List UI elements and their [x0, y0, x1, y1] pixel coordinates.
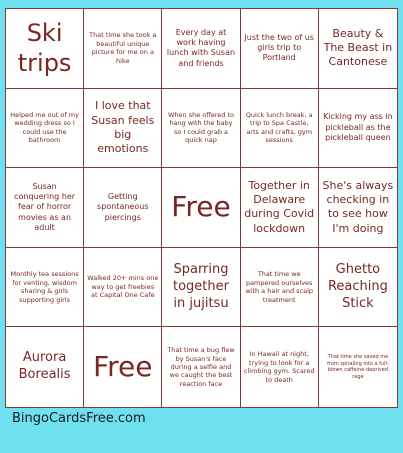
bingo-cell[interactable]: Monthly tea sessions for venting, wisdom sharing & girls supporting girls: [6, 248, 84, 328]
bingo-cell[interactable]: Walked 20+ mins one way to get freebies at Capital One Cafe: [84, 248, 162, 328]
bingo-cell[interactable]: That time a bug flew by Susan's face during a selfie and we caught the best reaction face: [162, 327, 240, 407]
bingo-board: [5, 8, 398, 408]
bingo-cell[interactable]: Susan conquering her fear of horror movies as an adult: [6, 168, 84, 248]
bingo-cell[interactable]: Ghetto Reaching Stick: [319, 248, 397, 328]
bingo-cell[interactable]: Helped me out of my wedding dress so I could use the bathroom: [6, 89, 84, 169]
free-space[interactable]: Free: [84, 327, 162, 407]
bingo-cell[interactable]: I love that Susan feels big emotions: [84, 89, 162, 169]
bingo-cell[interactable]: Quick lunch break, a trip to Spa Castle, arts and crafts, gym sessions: [241, 89, 319, 169]
bingo-cell[interactable]: When she offered to hang with the baby so I could grab a quick nap: [162, 89, 240, 169]
bingo-cell[interactable]: Ski trips: [6, 9, 84, 89]
bingo-cell[interactable]: That time we pampered ourselves with a hair and scalp treatment: [241, 248, 319, 328]
bingo-cell[interactable]: She's always checking in to see how I'm doing: [319, 168, 397, 248]
bingo-cell[interactable]: That time she saved me from spiraling into a full-blown caffeine-deprived rage: [327, 354, 389, 380]
site-footer-brand: BingoCardsFree.com: [12, 411, 146, 426]
bingo-cell[interactable]: Sparring together in jujitsu: [162, 248, 240, 328]
bingo-cell[interactable]: That time she took a beautiful unique picture for me on a hike: [84, 9, 162, 89]
bingo-cell[interactable]: Aurora Borealis: [6, 327, 84, 407]
bingo-cell[interactable]: Getting spontaneous piercings: [84, 168, 162, 248]
free-space[interactable]: Free: [162, 168, 240, 248]
bingo-cell[interactable]: Just the two of us girls trip to Portland: [241, 9, 319, 89]
bingo-cell[interactable]: Every day at work having lunch with Susan and friends: [162, 9, 240, 89]
bingo-cell[interactable]: Beauty & The Beast in Cantonese: [319, 9, 397, 89]
bingo-cell[interactable]: Kicking my ass in pickleball as the pickleball queen: [319, 89, 397, 169]
bingo-cell[interactable]: Together in Delaware during Covid lockdown: [241, 168, 319, 248]
bingo-cell[interactable]: In Hawaii at night, trying to look for a climbing gym. Scared to death: [241, 327, 319, 407]
